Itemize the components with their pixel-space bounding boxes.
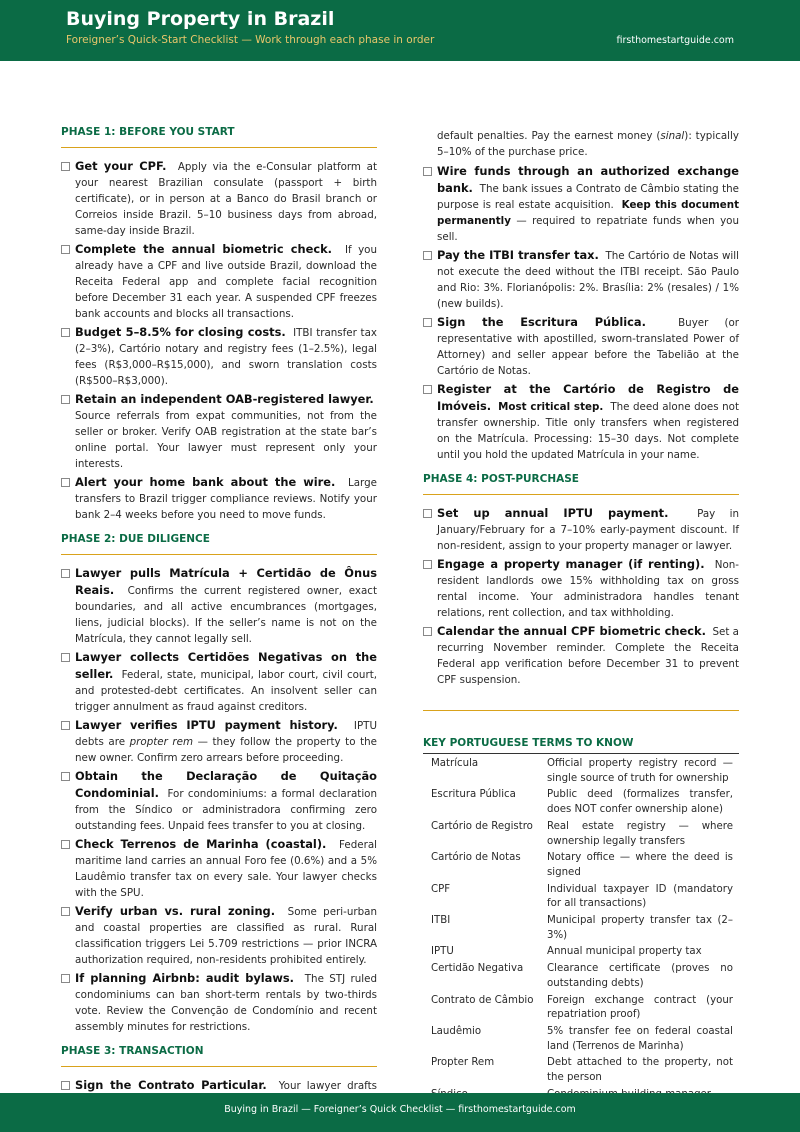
item-title: Sign the Escritura Pública. [437, 315, 646, 329]
page-subtitle: Foreigner’s Quick-Start Checklist — Work through each phase in order [66, 34, 435, 46]
term-row [423, 961, 739, 992]
checkbox-icon[interactable] [61, 395, 70, 404]
checkbox-icon[interactable] [61, 162, 70, 171]
checklist-item [61, 241, 377, 322]
checkbox-icon[interactable] [423, 627, 432, 636]
checklist-item [61, 391, 377, 472]
item-text: Non-resident landlords owe 15% withholding tax on gross rental income. Your administradora handles tenant relations, rent collection, and tax withholding. [437, 559, 739, 619]
checkbox-icon[interactable] [61, 478, 70, 487]
item-text: — required to repatriate funds when you sell. [437, 215, 739, 243]
item-text: Federal maritime land carries an annual Foro fee (0.6%) and a 5% Laudêmio transfer tax on every sale. Your lawyer checks with the SPU. [75, 839, 377, 899]
phase-4-heading: PHASE 4: POST-PURCHASE [423, 473, 739, 495]
checkbox-icon[interactable] [61, 840, 70, 849]
item-text: ITBI transfer tax (2–3%), Cartório notary and registry fees (1–2.5%), legal fees (R$3,000–R$15,000), and sworn translation costs (R$500–R$3,000). [75, 327, 377, 387]
phase-1-heading: PHASE 1: BEFORE YOU START [61, 126, 377, 148]
phase-3-heading: PHASE 3: TRANSACTION [61, 1045, 377, 1067]
term-row [423, 944, 739, 961]
term-definition: Official property registry record — single source of truth for ownership [547, 758, 733, 784]
checklist-item [61, 158, 377, 239]
item-title: Register at the Cartório de Registro de Imóveis. [437, 382, 739, 413]
item-text: The bank issues a Contrato de Câmbio stating the purpose is real estate acquisition. [437, 183, 740, 211]
item-title: Sign the Contrato Particular. [75, 1078, 267, 1092]
term-name: Certidão Negativa [431, 963, 524, 975]
item-continuation [423, 128, 739, 160]
term-row [423, 882, 739, 913]
item-text: Federal, state, municipal, labor court, civil court, and protested-debt certificates. An insolvent seller can trigger annulment as fraud against creditors. [75, 669, 378, 713]
item-text: ): typically 5–10% of the purchase price. [437, 130, 739, 158]
item-title: Alert your home bank about the wire. [75, 475, 336, 489]
checklist-item [61, 324, 377, 389]
term-row [423, 787, 739, 818]
item-text: The Cartório de Notas will not execute the deed without the ITBI receipt. São Paulo and Rio: 3%. Florianópolis: 2%. Brasília: 2% (resales) / 1% (new builds). [437, 250, 739, 310]
right-column [423, 126, 739, 1106]
item-text: Confirms the current registered owner, exact boundaries, and all active encumbrances (mortgages, liens, judicial blocks). If the seller’s name is not on the Matrícula, they cannot legally sell. [75, 585, 378, 645]
term-row [423, 754, 739, 787]
checkbox-icon[interactable] [61, 569, 70, 578]
checkbox-icon[interactable] [61, 772, 70, 781]
item-text: — they follow the property to the new owner. Confirm zero arrears before proceeding. [75, 736, 378, 764]
checkbox-icon[interactable] [423, 251, 432, 260]
checkbox-icon[interactable] [423, 560, 432, 569]
item-title: Retain an independent OAB-registered lawyer. [75, 392, 374, 406]
item-emphasis: Keep this document permanently [437, 199, 739, 227]
term-definition: Notary office — where the deed is signed [547, 852, 733, 878]
item-text: For condominiums: a formal declaration from the Síndico or administradora confirming zero outstanding fees. Unpaid fees transfer to you at closing. [75, 788, 378, 832]
checklist-item [423, 163, 739, 245]
item-text: The deed alone does not transfer ownership. Title only transfers when registered on the Matrícula. Processing: 15–30 days. Not complete until you hold the updated Matrícula in your name. [437, 401, 740, 461]
term-definition: Municipal property transfer tax (2–3%) [547, 915, 733, 941]
checkbox-icon[interactable] [61, 653, 70, 662]
page-header [0, 0, 800, 61]
checklist-item [423, 314, 739, 379]
checklist-item [423, 505, 739, 554]
item-title: Check Terrenos de Marinha (coastal). [75, 837, 327, 851]
checklist-item [423, 247, 739, 312]
header-site: firsthomestartguide.com [616, 35, 734, 46]
term-row [423, 993, 739, 1024]
checklist-item [423, 381, 739, 463]
item-title: Obtain the Declaração de Quitação Condominial. [75, 769, 377, 800]
item-title: Complete the annual biometric check. [75, 242, 332, 256]
item-title: If planning Airbnb: audit bylaws. [75, 971, 294, 985]
term-row [423, 819, 739, 850]
checkbox-icon[interactable] [61, 328, 70, 337]
item-text: Source referrals from expat communities, not from the seller or broker. Verify OAB registration at the state bar’s online portal. Your lawyer must represent only your interests. [75, 410, 377, 470]
checkbox-icon[interactable] [61, 245, 70, 254]
term-definition: Individual taxpayer ID (mandatory for all transactions) [547, 883, 733, 910]
item-text: Large transfers to Brazil trigger compliance reviews. Notify your bank 2–4 weeks before you need to move funds. [75, 477, 377, 521]
item-title: Pay the ITBI transfer tax. [437, 248, 599, 262]
term-row [423, 850, 739, 881]
term-definition: 5% transfer fee on federal coastal land (Terrenos de Marinha) [547, 1025, 733, 1052]
page-title: Buying Property in Brazil [66, 8, 335, 30]
checklist-item [61, 970, 377, 1035]
checkbox-icon[interactable] [423, 385, 432, 394]
checklist-item [423, 556, 739, 621]
term-name: Laudêmio [431, 1025, 482, 1037]
term-definition: Clearance certificate (proves no outstanding debts) [547, 963, 733, 989]
term-definition: Public deed (formalizes transfer, does NOT confer ownership alone) [547, 789, 733, 816]
term-name: IPTU [431, 946, 454, 958]
term-name: Cartório de Registro [431, 820, 533, 832]
term-row [423, 1055, 739, 1086]
checklist-item [61, 717, 377, 766]
checkbox-icon[interactable] [423, 167, 432, 176]
term-name: Cartório de Notas [431, 852, 521, 864]
term-name: Contrato de Câmbio [431, 994, 534, 1006]
term-name: Escritura Pública [431, 789, 516, 801]
page-footer [0, 1093, 800, 1132]
item-text: Buyer (or representative with apostilled, sworn-translated Power of Attorney) and seller appear before the Tabelião at the Cartório de Notas. [437, 317, 740, 377]
item-title: Get your CPF. [75, 159, 167, 173]
term-row [423, 913, 739, 944]
term-name: Matrícula [431, 758, 479, 769]
term-row [423, 1024, 739, 1055]
item-title: Verify urban vs. rural zoning. [75, 904, 276, 918]
item-text: default penalties. Pay the earnest money ( [437, 130, 661, 142]
checklist-item [61, 768, 377, 834]
checklist-item [61, 649, 377, 715]
checklist-item [61, 565, 377, 647]
item-title: Wire funds through an authorized exchange bank. [437, 164, 739, 195]
phase-2-heading: PHASE 2: DUE DILIGENCE [61, 533, 377, 555]
term-definition: Real estate registry — where ownership legally transfers [547, 820, 733, 847]
footer-text: Buying in Brazil — Foreigner’s Quick Checklist — firsthomestartguide.com [224, 1104, 576, 1115]
item-text: Some peri-urban and coastal properties are classified as rural. Rural classification triggers Lei 5.709 restrictions — prior INCRA authorization required, non-residents prohibited entirely. [75, 906, 377, 966]
item-title: Budget 5–8.5% for closing costs. [75, 325, 286, 339]
checkbox-icon[interactable] [61, 721, 70, 730]
checklist-item [423, 623, 739, 688]
item-emphasis: propter rem [129, 736, 194, 748]
checkbox-icon[interactable] [61, 1081, 70, 1090]
item-title: Lawyer pulls Matrícula + Certidão de Ônus Reais. [75, 566, 377, 597]
term-name: ITBI [431, 915, 451, 927]
terms-heading: KEY PORTUGUESE TERMS TO KNOW [423, 737, 739, 754]
checklist-item [61, 836, 377, 901]
checkbox-icon[interactable] [423, 318, 432, 327]
item-title: Lawyer verifies IPTU payment history. [75, 718, 338, 732]
terms-table [423, 754, 739, 1106]
item-title: Engage a property manager (if renting). [437, 557, 705, 571]
checklist-item [61, 474, 377, 523]
item-title: Calendar the annual CPF biometric check. [437, 624, 706, 638]
item-text: The STJ ruled condominiums can ban short-term rentals by two-thirds vote. Review the Convenção de Condomínio and recent assembly minutes for restrictions. [75, 973, 378, 1033]
item-text: If you already have a CPF and live outside Brazil, download the Receita Federal app and complete facial recognition before December 31 each year. A suspended CPF freezes bank accounts and blocks all transactions. [75, 244, 378, 320]
checkbox-icon[interactable] [61, 907, 70, 916]
item-emphasis: Most critical step. [498, 401, 604, 413]
left-column [61, 126, 377, 1126]
term-definition: Annual municipal property tax [547, 946, 702, 958]
item-text: Set a recurring November reminder. Complete the Receita Federal app verification before December 31 to prevent CPF suspension. [437, 626, 739, 686]
checkbox-icon[interactable] [61, 974, 70, 983]
item-text: Your lawyer drafts [278, 1080, 378, 1092]
item-emphasis: sinal [660, 130, 685, 142]
item-text: Pay in January/February for a 7–10% early-payment discount. If non-resident, assign to your property manager or lawyer. [437, 508, 739, 552]
item-title: Set up annual IPTU payment. [437, 506, 669, 520]
item-title: Lawyer collects Certidões Negativas on the seller. [75, 650, 377, 681]
term-definition: Debt attached to the property, not the person [547, 1057, 733, 1084]
checkbox-icon[interactable] [423, 509, 432, 518]
item-text: Apply via the e-Consular platform at your nearest Brazilian consulate (passport + birth certificate), or in person at a Banco do Brasil branch or Correios inside Brazil. 5–10 business days from abroad, same-day inside Brazil. [75, 161, 378, 237]
item-text: IPTU debts are [75, 720, 377, 748]
term-name: CPF [431, 883, 451, 895]
checklist-item [61, 903, 377, 968]
term-name: Propter Rem [431, 1057, 495, 1069]
term-definition: Foreign exchange contract (your repatriation proof) [547, 994, 733, 1021]
